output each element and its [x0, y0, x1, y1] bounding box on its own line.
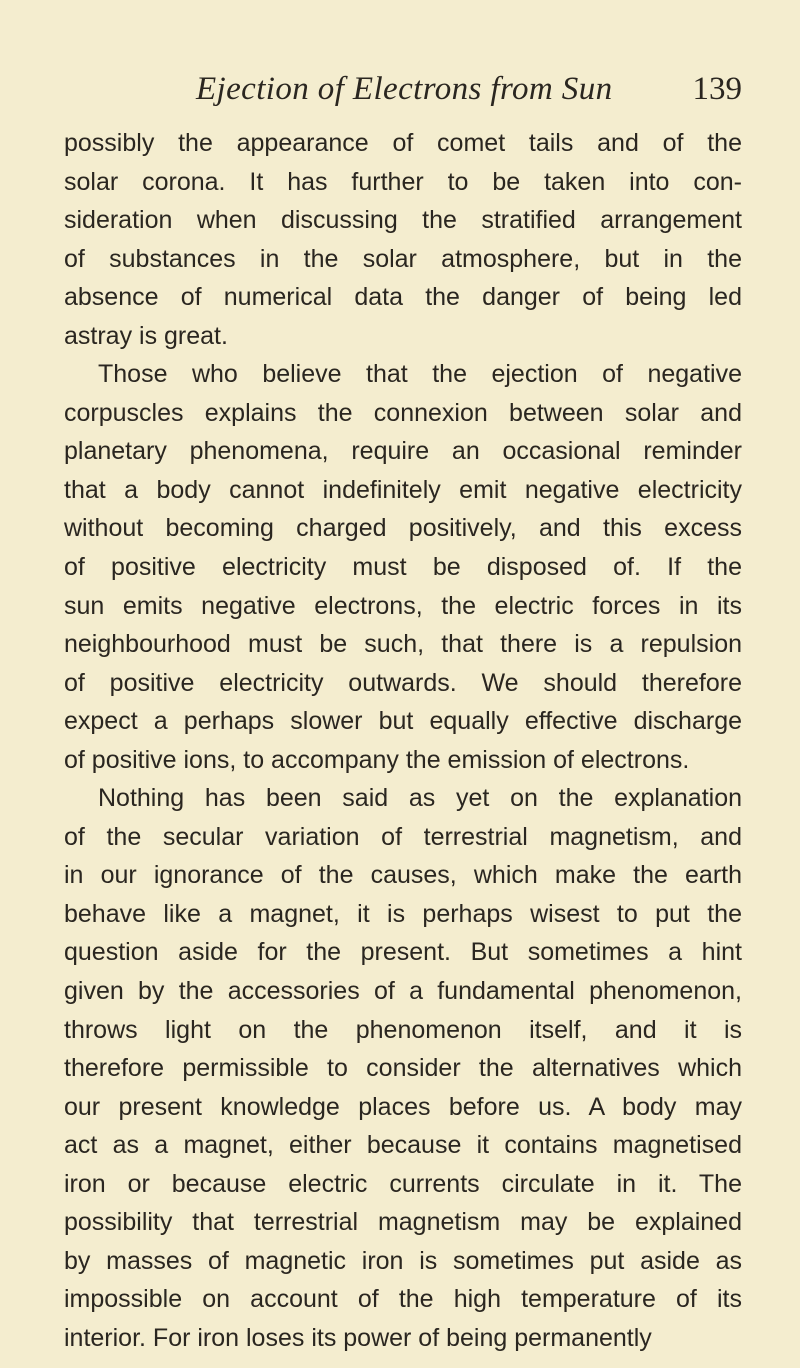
- text-line: therefore permissible to consider the alternatives which: [64, 1054, 742, 1083]
- text-line: neighbourhood must be such, that there is a repulsion: [64, 630, 742, 659]
- text-line: act as a magnet, either because it contains magnetised: [64, 1131, 742, 1160]
- text-line: given by the accessories of a fundamental phenomenon,: [64, 977, 742, 1006]
- text-line: behave like a magnet, it is perhaps wisest to put the: [64, 899, 742, 928]
- running-head: [86, 66, 742, 112]
- text-line: throws light on the phenomenon itself, and it is: [64, 1015, 742, 1044]
- text-line: of positive electricity must be disposed of. If the: [64, 553, 742, 582]
- text-line: impossible on account of the high temperature of its: [64, 1285, 742, 1314]
- text-line: of substances in the solar atmosphere, but in the: [64, 244, 742, 273]
- page-number: 139: [692, 71, 742, 107]
- text-line: possibly the appearance of comet tails and of the: [64, 129, 742, 157]
- paragraph: [64, 779, 742, 1357]
- text-line: in our ignorance of the causes, which make the earth: [64, 861, 742, 890]
- text-line: that a body cannot indefinitely emit negative electricity: [64, 475, 742, 504]
- paragraph: [64, 124, 742, 355]
- text-line: question aside for the present. But sometimes a hint: [64, 938, 742, 967]
- text-line: interior. For iron loses its power of being permanently: [64, 1323, 652, 1352]
- paragraph: [64, 355, 742, 779]
- text-line: corpuscles explains the connexion between solar and: [64, 398, 742, 427]
- text-line: of positive electricity outwards. We should therefore: [64, 668, 742, 697]
- text-line: expect a perhaps slower but equally effective discharge: [64, 707, 742, 736]
- text-line: sideration when discussing the stratified arrangement: [64, 206, 742, 235]
- text-line: possibility that terrestrial magnetism may be explained: [64, 1208, 742, 1237]
- body-text: [64, 124, 742, 1358]
- text-line: astray is great.: [64, 321, 228, 350]
- text-line: Those who believe that the ejection of negative: [98, 360, 742, 389]
- text-line: sun emits negative electrons, the electric forces in its: [64, 591, 742, 620]
- text-line: Nothing has been said as yet on the explanation: [98, 784, 742, 813]
- running-title: Ejection of Electrons from Sun: [196, 71, 613, 107]
- text-line: solar corona. It has further to be taken into con-: [64, 167, 742, 196]
- text-line: planetary phenomena, require an occasional reminder: [64, 437, 742, 466]
- text-line: absence of numerical data the danger of being led: [64, 283, 742, 312]
- text-line: of positive ions, to accompany the emission of electrons.: [64, 745, 690, 774]
- text-line: iron or because electric currents circulate in it. The: [64, 1169, 742, 1198]
- text-line: of the secular variation of terrestrial magnetism, and: [64, 822, 742, 851]
- text-line: without becoming charged positively, and this excess: [64, 514, 742, 543]
- text-line: our present knowledge places before us. A body may: [64, 1092, 742, 1121]
- text-line: by masses of magnetic iron is sometimes put aside as: [64, 1246, 742, 1275]
